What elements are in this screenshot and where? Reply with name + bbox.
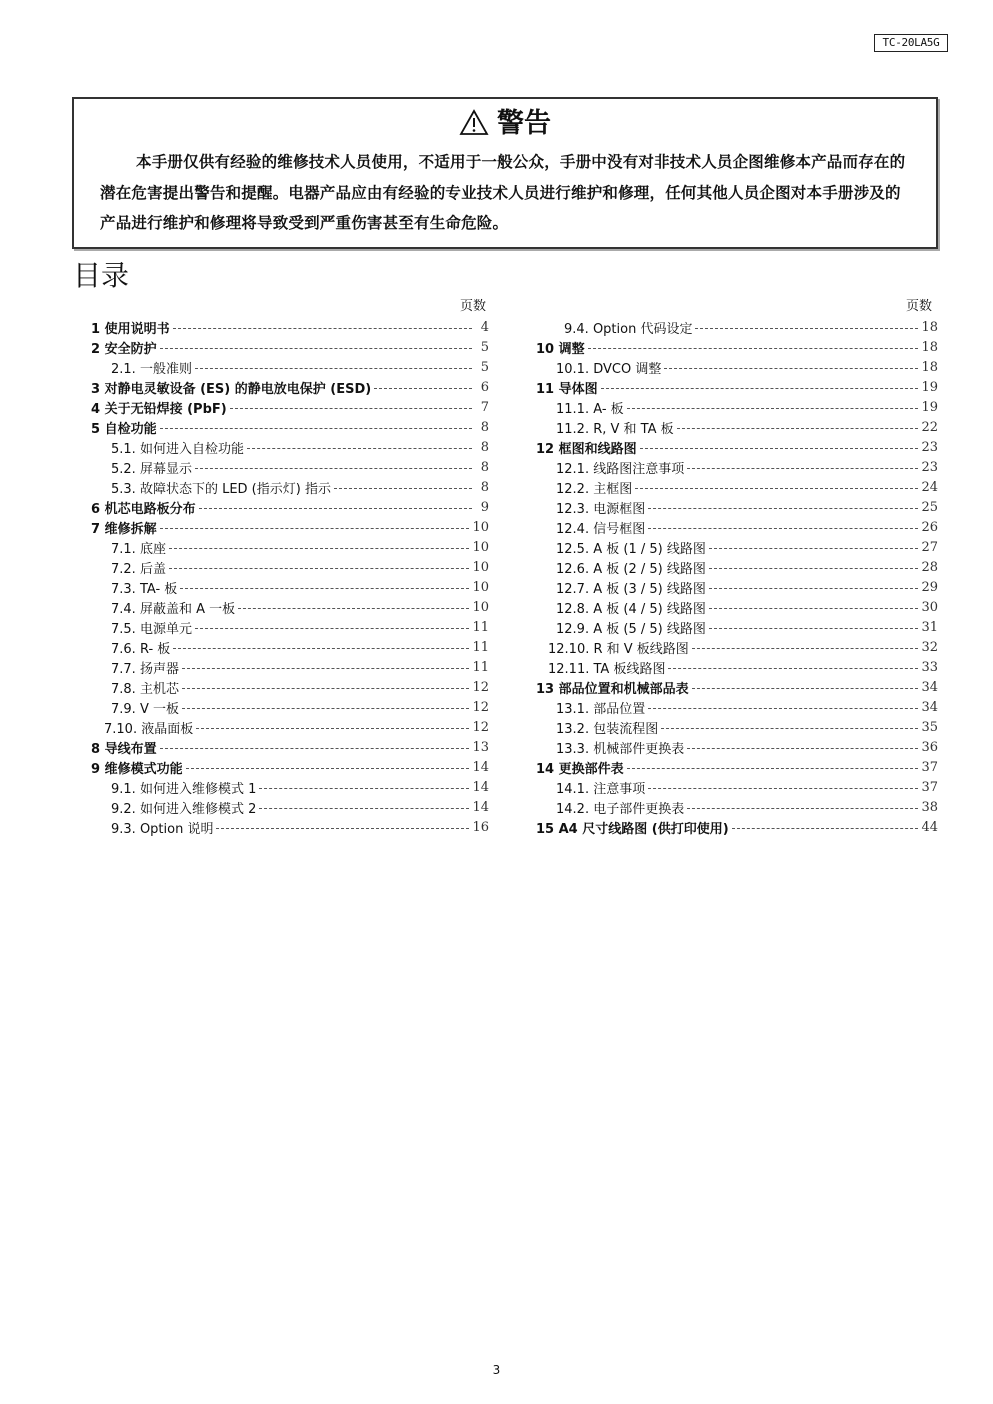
toc-entry-label: 5.2. 屏幕显示 (111, 461, 192, 477)
toc-entry-page: 22 (921, 419, 938, 435)
toc-entry-page: 11 (472, 639, 489, 655)
toc-entry-label: 11.2. R, V 和 TA 板 (556, 421, 674, 437)
toc-heading: 目录 (73, 259, 130, 292)
toc-leader-dots (709, 628, 919, 629)
toc-entry-label: 5.1. 如何进入自检功能 (111, 441, 244, 457)
toc-entry-page: 6 (480, 379, 489, 395)
toc-entry-page: 37 (921, 779, 938, 795)
toc-entry[interactable] (91, 637, 489, 657)
toc-entry-page: 19 (921, 379, 938, 395)
toc-entry-label: 7.10. 液晶面板 (104, 721, 194, 737)
toc-entry-label: 7.5. 电源单元 (111, 621, 192, 637)
toc-leader-dots (601, 388, 919, 389)
toc-entry-page: 33 (921, 659, 938, 675)
toc-entry-page: 7 (480, 399, 489, 415)
toc-entry-page: 8 (480, 419, 489, 435)
toc-leader-dots (247, 448, 472, 449)
toc-entry-label: 15 A4 尺寸线路图 (供打印使用) (536, 821, 729, 837)
toc-leader-dots (182, 708, 469, 709)
toc-entry-label: 9.3. Option 说明 (111, 821, 214, 837)
toc-entry[interactable] (536, 637, 938, 657)
toc-entry-label: 13.2. 包装流程图 (556, 721, 659, 737)
toc-entry[interactable] (536, 437, 938, 457)
toc-entry[interactable] (536, 617, 938, 637)
toc-entry-label: 12.9. A 板 (5 / 5) 线路图 (556, 621, 706, 637)
toc-entry-label: 9.1. 如何进入维修模式 1 (111, 781, 257, 797)
toc-leader-dots (195, 468, 472, 469)
toc-entry[interactable] (91, 797, 489, 817)
toc-entry[interactable] (91, 597, 489, 617)
toc-leader-dots (677, 428, 919, 429)
toc-entry-label: 7.9. V 一板 (111, 701, 179, 717)
toc-entry[interactable] (536, 657, 938, 677)
toc-entry-label: 7.4. 屏蔽盖和 A 一板 (111, 601, 236, 617)
toc-entry-label: 7.7. 扬声器 (111, 661, 179, 677)
toc-entry[interactable] (536, 557, 938, 577)
toc-leader-dots (709, 568, 919, 569)
toc-leader-dots (648, 508, 918, 509)
toc-entry[interactable] (536, 357, 938, 377)
toc-entry[interactable] (91, 417, 489, 437)
toc-leader-dots (661, 728, 918, 729)
toc-entry-page: 14 (472, 779, 489, 795)
page-number: 3 (492, 1363, 501, 1377)
warning-title-text: 警告 (497, 108, 551, 139)
toc-entry-page: 11 (472, 659, 489, 675)
toc-entry[interactable] (91, 377, 489, 397)
toc-entry[interactable] (91, 577, 489, 597)
toc-entry[interactable] (536, 417, 938, 437)
toc-leader-dots (169, 548, 470, 549)
toc-leader-dots (238, 608, 469, 609)
toc-entry-label: 12.5. A 板 (1 / 5) 线路图 (556, 541, 706, 557)
toc-entry-page: 18 (921, 319, 938, 335)
toc-leader-dots (692, 648, 919, 649)
page-column-header-left: 页数 (460, 299, 487, 314)
toc-leader-dots (173, 328, 472, 329)
toc-leader-dots (169, 568, 470, 569)
toc-leader-dots (216, 828, 469, 829)
toc-entry[interactable] (536, 337, 938, 357)
toc-leader-dots (627, 768, 919, 769)
toc-entry-page: 10 (472, 519, 489, 535)
toc-entry-label: 8 导线布置 (91, 741, 157, 757)
toc-leader-dots (199, 508, 472, 509)
toc-entry-page: 34 (921, 679, 938, 695)
toc-entry-label: 14 更换部件表 (536, 761, 624, 777)
toc-entry-label: 14.1. 注意事项 (556, 781, 646, 797)
toc-entry-label: 5 自检功能 (91, 421, 157, 437)
toc-entry-label: 6 机芯电路板分布 (91, 501, 196, 517)
toc-entry-page: 14 (472, 759, 489, 775)
toc-leader-dots (173, 648, 469, 649)
toc-entry-page: 18 (921, 359, 938, 375)
toc-leader-dots (732, 828, 919, 829)
page-column-header-right: 页数 (906, 299, 933, 314)
toc-entry-page: 10 (472, 559, 489, 575)
toc-entry[interactable] (91, 737, 489, 757)
toc-entry-label: 7.8. 主机芯 (111, 681, 179, 697)
toc-entry-label: 12.6. A 板 (2 / 5) 线路图 (556, 561, 706, 577)
toc-entry[interactable] (536, 817, 938, 837)
toc-entry-label: 7.1. 底座 (111, 541, 166, 557)
toc-entry-label: 5.3. 故障状态下的 LED (指示灯) 指示 (111, 481, 331, 497)
toc-leader-dots (374, 388, 472, 389)
toc-leader-dots (186, 768, 470, 769)
toc-entry[interactable] (91, 397, 489, 417)
toc-entry-label: 12.11. TA 板线路图 (548, 661, 666, 677)
toc-entry-page: 8 (480, 459, 489, 475)
toc-entry-page: 12 (472, 719, 489, 735)
toc-entry-page: 32 (921, 639, 938, 655)
toc-entry[interactable] (91, 337, 489, 357)
toc-entry-label: 11.1. A- 板 (556, 401, 624, 417)
toc-entry[interactable] (91, 497, 489, 517)
toc-entry-label: 12.10. R 和 V 板线路图 (548, 641, 689, 657)
toc-leader-dots (196, 728, 469, 729)
toc-entry[interactable] (91, 757, 489, 777)
toc-entry[interactable] (91, 657, 489, 677)
toc-entry[interactable] (536, 377, 938, 397)
toc-leader-dots (687, 748, 918, 749)
toc-entry-page: 38 (921, 799, 938, 815)
toc-leader-dots (664, 368, 918, 369)
toc-entry-label: 13 部品位置和机械部品表 (536, 681, 689, 697)
toc-leader-dots (627, 408, 919, 409)
toc-entry-page: 34 (921, 699, 938, 715)
toc-entry[interactable] (536, 737, 938, 757)
toc-entry[interactable] (536, 577, 938, 597)
toc-leader-dots (160, 528, 470, 529)
toc-entry[interactable] (91, 517, 489, 537)
toc-entry-page: 11 (472, 619, 489, 635)
toc-leader-dots (334, 488, 472, 489)
toc-entry-page: 12 (472, 679, 489, 695)
toc-leader-dots (195, 628, 470, 629)
toc-entry[interactable] (91, 437, 489, 457)
toc-entry-label: 9.4. Option 代码设定 (564, 321, 693, 337)
toc-entry[interactable] (536, 717, 938, 737)
toc-entry-page: 44 (921, 819, 938, 835)
toc-entry-page: 24 (921, 479, 938, 495)
toc-entry-label: 9.2. 如何进入维修模式 2 (111, 801, 257, 817)
warning-triangle-icon (459, 109, 489, 136)
toc-entry-page: 13 (472, 739, 489, 755)
toc-leader-dots (160, 748, 470, 749)
toc-entry[interactable] (91, 317, 489, 337)
toc-entry[interactable] (91, 677, 489, 697)
toc-entry-page: 5 (480, 339, 489, 355)
toc-leader-dots (709, 588, 919, 589)
toc-entry-page: 35 (921, 719, 938, 735)
toc-leader-dots (635, 488, 918, 489)
toc-entry-label: 12.2. 主框图 (556, 481, 633, 497)
toc-entry-page: 26 (921, 519, 938, 535)
toc-entry-label: 10 调整 (536, 341, 585, 357)
toc-entry-label: 7.2. 后盖 (111, 561, 166, 577)
toc-entry[interactable] (536, 317, 938, 337)
toc-entry-page: 8 (480, 439, 489, 455)
toc-entry-label: 13.3. 机械部件更换表 (556, 741, 685, 757)
toc-entry[interactable] (536, 757, 938, 777)
toc-entry-label: 2.1. 一般准则 (111, 361, 192, 377)
toc-entry-label: 12.3. 电源框图 (556, 501, 646, 517)
toc-leader-dots (160, 348, 472, 349)
toc-leader-dots (259, 788, 469, 789)
toc-entry-page: 12 (472, 699, 489, 715)
warning-box (72, 97, 938, 249)
toc-entry-label: 10.1. DVCO 调整 (556, 361, 662, 377)
toc-entry-page: 10 (472, 579, 489, 595)
toc-leader-dots (709, 608, 919, 609)
toc-entry-label: 1 使用说明书 (91, 321, 170, 337)
toc-entry-page: 23 (921, 439, 938, 455)
toc-leader-dots (687, 808, 918, 809)
toc-entry-page: 16 (472, 819, 489, 835)
toc-entry[interactable] (536, 777, 938, 797)
toc-entry-page: 28 (921, 559, 938, 575)
toc-leader-dots (182, 688, 470, 689)
toc-entry[interactable] (536, 677, 938, 697)
toc-leader-dots (182, 668, 470, 669)
toc-entry[interactable] (536, 397, 938, 417)
toc-leader-dots (648, 528, 918, 529)
toc-entry-label: 7 维修拆解 (91, 521, 157, 537)
toc-entry-page: 9 (480, 499, 489, 515)
toc-entry-label: 3 对静电灵敏设备 (ES) 的静电放电保护 (ESD) (91, 381, 372, 397)
toc-entry-label: 12.1. 线路图注意事项 (556, 461, 685, 477)
toc-leader-dots (648, 788, 918, 789)
model-badge: TC-20LA5G (874, 34, 948, 52)
toc-entry-label: 12.8. A 板 (4 / 5) 线路图 (556, 601, 706, 617)
toc-leader-dots (588, 348, 919, 349)
toc-entry-label: 7.6. R- 板 (111, 641, 171, 657)
toc-leader-dots (687, 468, 918, 469)
toc-leader-dots (640, 448, 919, 449)
toc-entry-page: 36 (921, 739, 938, 755)
toc-entry[interactable] (536, 797, 938, 817)
toc-entry-page: 27 (921, 539, 938, 555)
toc-entry-page: 23 (921, 459, 938, 475)
toc-entry-page: 8 (480, 479, 489, 495)
toc-entry[interactable] (91, 717, 489, 737)
toc-entry-label: 12 框图和线路图 (536, 441, 637, 457)
toc-entry[interactable] (91, 697, 489, 717)
toc-entry[interactable] (536, 457, 938, 477)
toc-entry-page: 14 (472, 799, 489, 815)
toc-leader-dots (195, 368, 472, 369)
toc-entry[interactable] (91, 457, 489, 477)
toc-entry[interactable] (536, 537, 938, 557)
toc-entry[interactable] (91, 537, 489, 557)
toc-leader-dots (230, 408, 472, 409)
warning-text: 本手册仅供有经验的维修技术人员使用，不适用于一般公众，手册中没有对非技术人员企图维修本产品而存在的潜在危害提出警告和提醒。电器产品应由有经验的专业技术人员进行维护和修理，任何其他人员企图对本手册涉及的产品进行维护和修理将导致受到严重伤害甚至有生命危险。 (100, 153, 906, 232)
toc-entry-page: 31 (921, 619, 938, 635)
toc-entry-label: 14.2. 电子部件更换表 (556, 801, 685, 817)
toc-entry-page: 10 (472, 539, 489, 555)
toc-leader-dots (692, 688, 919, 689)
toc-entry-page: 18 (921, 339, 938, 355)
toc-entry[interactable] (91, 817, 489, 837)
toc-entry-page: 5 (480, 359, 489, 375)
toc-entry[interactable] (536, 597, 938, 617)
toc-entry-page: 4 (480, 319, 489, 335)
toc-entry-label: 2 安全防护 (91, 341, 157, 357)
toc-entry-label: 11 导体图 (536, 381, 598, 397)
toc-leader-dots (160, 428, 472, 429)
warning-title (74, 107, 936, 141)
toc-entry-label: 12.7. A 板 (3 / 5) 线路图 (556, 581, 706, 597)
toc-left-column (91, 317, 489, 837)
toc-leader-dots (180, 588, 469, 589)
toc-leader-dots (259, 808, 469, 809)
toc-entry[interactable] (536, 497, 938, 517)
toc-entry[interactable] (536, 697, 938, 717)
toc-entry[interactable] (91, 557, 489, 577)
toc-entry[interactable] (536, 517, 938, 537)
toc-leader-dots (709, 548, 919, 549)
toc-entry-label: 9 维修模式功能 (91, 761, 183, 777)
toc-entry-page: 25 (921, 499, 938, 515)
toc-leader-dots (695, 328, 918, 329)
toc-entry-label: 7.3. TA- 板 (111, 581, 178, 597)
toc-entry[interactable] (91, 777, 489, 797)
toc-entry[interactable] (536, 477, 938, 497)
toc-leader-dots (648, 708, 918, 709)
toc-entry-label: 13.1. 部品位置 (556, 701, 646, 717)
toc-entry[interactable] (91, 357, 489, 377)
toc-entry-page: 29 (921, 579, 938, 595)
toc-entry[interactable] (91, 477, 489, 497)
toc-entry-label: 12.4. 信号框图 (556, 521, 646, 537)
toc-entry-page: 19 (921, 399, 938, 415)
toc-entry-label: 4 关于无铅焊接 (PbF) (91, 401, 227, 417)
toc-entry-page: 30 (921, 599, 938, 615)
toc-right-column (536, 317, 938, 837)
toc-leader-dots (668, 668, 918, 669)
toc-entry-page: 10 (472, 599, 489, 615)
toc-entry[interactable] (91, 617, 489, 637)
toc-entry-page: 37 (921, 759, 938, 775)
